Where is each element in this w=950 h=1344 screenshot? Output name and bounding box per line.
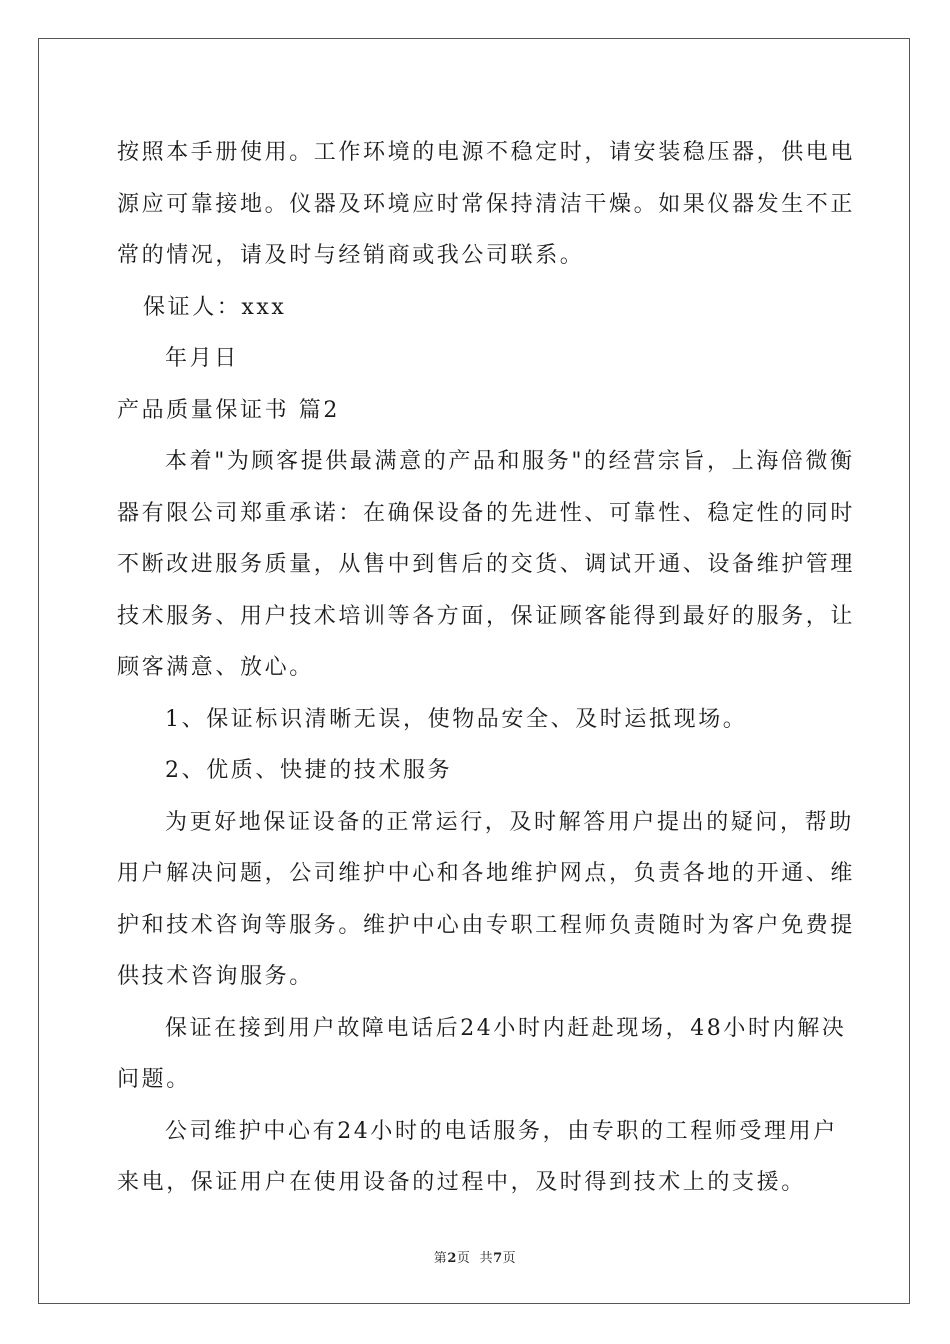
paragraph-line: 用户解决问题，公司维护中心和各地维护网点，负责各地的开通、维 (117, 861, 856, 886)
paragraph-line: 不断改进服务质量，从售中到售后的交货、调试开通、设备维护管理 (117, 552, 856, 577)
list-item: 1、保证标识清晰无误，使物品安全、及时运抵现场。 (165, 706, 748, 732)
paragraph-line: 公司维护中心有24小时的电话服务，由专职的工程师受理用户 (165, 1118, 838, 1144)
footer-current-page: 2 (447, 1251, 457, 1266)
paragraph-line: 技术服务、用户技术培训等各方面，保证顾客能得到最好的服务，让 (117, 603, 856, 629)
paragraph-line: 为更好地保证设备的正常运行，及时解答用户提出的疑问，帮助 (165, 809, 854, 835)
paragraph-line: 本着"为顾客提供最满意的产品和服务"的经营宗旨，上海倍微衡 (165, 449, 855, 474)
paragraph-line: 器有限公司郑重承诺：在确保设备的先进性、可靠性、稳定性的同时 (117, 500, 856, 526)
section-heading: 产品质量保证书 篇2 (117, 397, 340, 423)
paragraph-line: 护和技术咨询等服务。维护中心由专职工程师负责随时为客户免费提 (117, 912, 856, 938)
footer-total-pages: 7 (493, 1251, 503, 1266)
paragraph-line: 源应可靠接地。仪器及环境应时常保持清洁干燥。如果仪器发生不正 (117, 191, 856, 217)
footer-mid: 页 共 (456, 1251, 494, 1266)
paragraph-line: 保证在接到用户故障电话后24小时内赶赴现场，48小时内解决 (165, 1015, 847, 1041)
guarantor-line: 保证人：xxx (143, 294, 287, 320)
page-footer (0, 1247, 950, 1266)
footer-suffix: 页 (502, 1251, 517, 1266)
date-line: 年月日 (165, 346, 239, 371)
paragraph-line: 按照本手册使用。工作环境的电源不稳定时，请安装稳压器，供电电 (117, 140, 856, 165)
paragraph-line: 来电，保证用户在使用设备的过程中，及时得到技术上的支援。 (117, 1170, 806, 1195)
paragraph-line: 顾客满意、放心。 (117, 655, 314, 680)
paragraph-line: 供技术咨询服务。 (117, 964, 314, 989)
list-item: 2、优质、快捷的技术服务 (165, 758, 453, 783)
document-body (117, 127, 856, 1209)
footer-prefix: 第 (433, 1251, 448, 1266)
paragraph-line: 问题。 (117, 1067, 191, 1092)
paragraph-line: 常的情况，请及时与经销商或我公司联系。 (117, 243, 585, 268)
